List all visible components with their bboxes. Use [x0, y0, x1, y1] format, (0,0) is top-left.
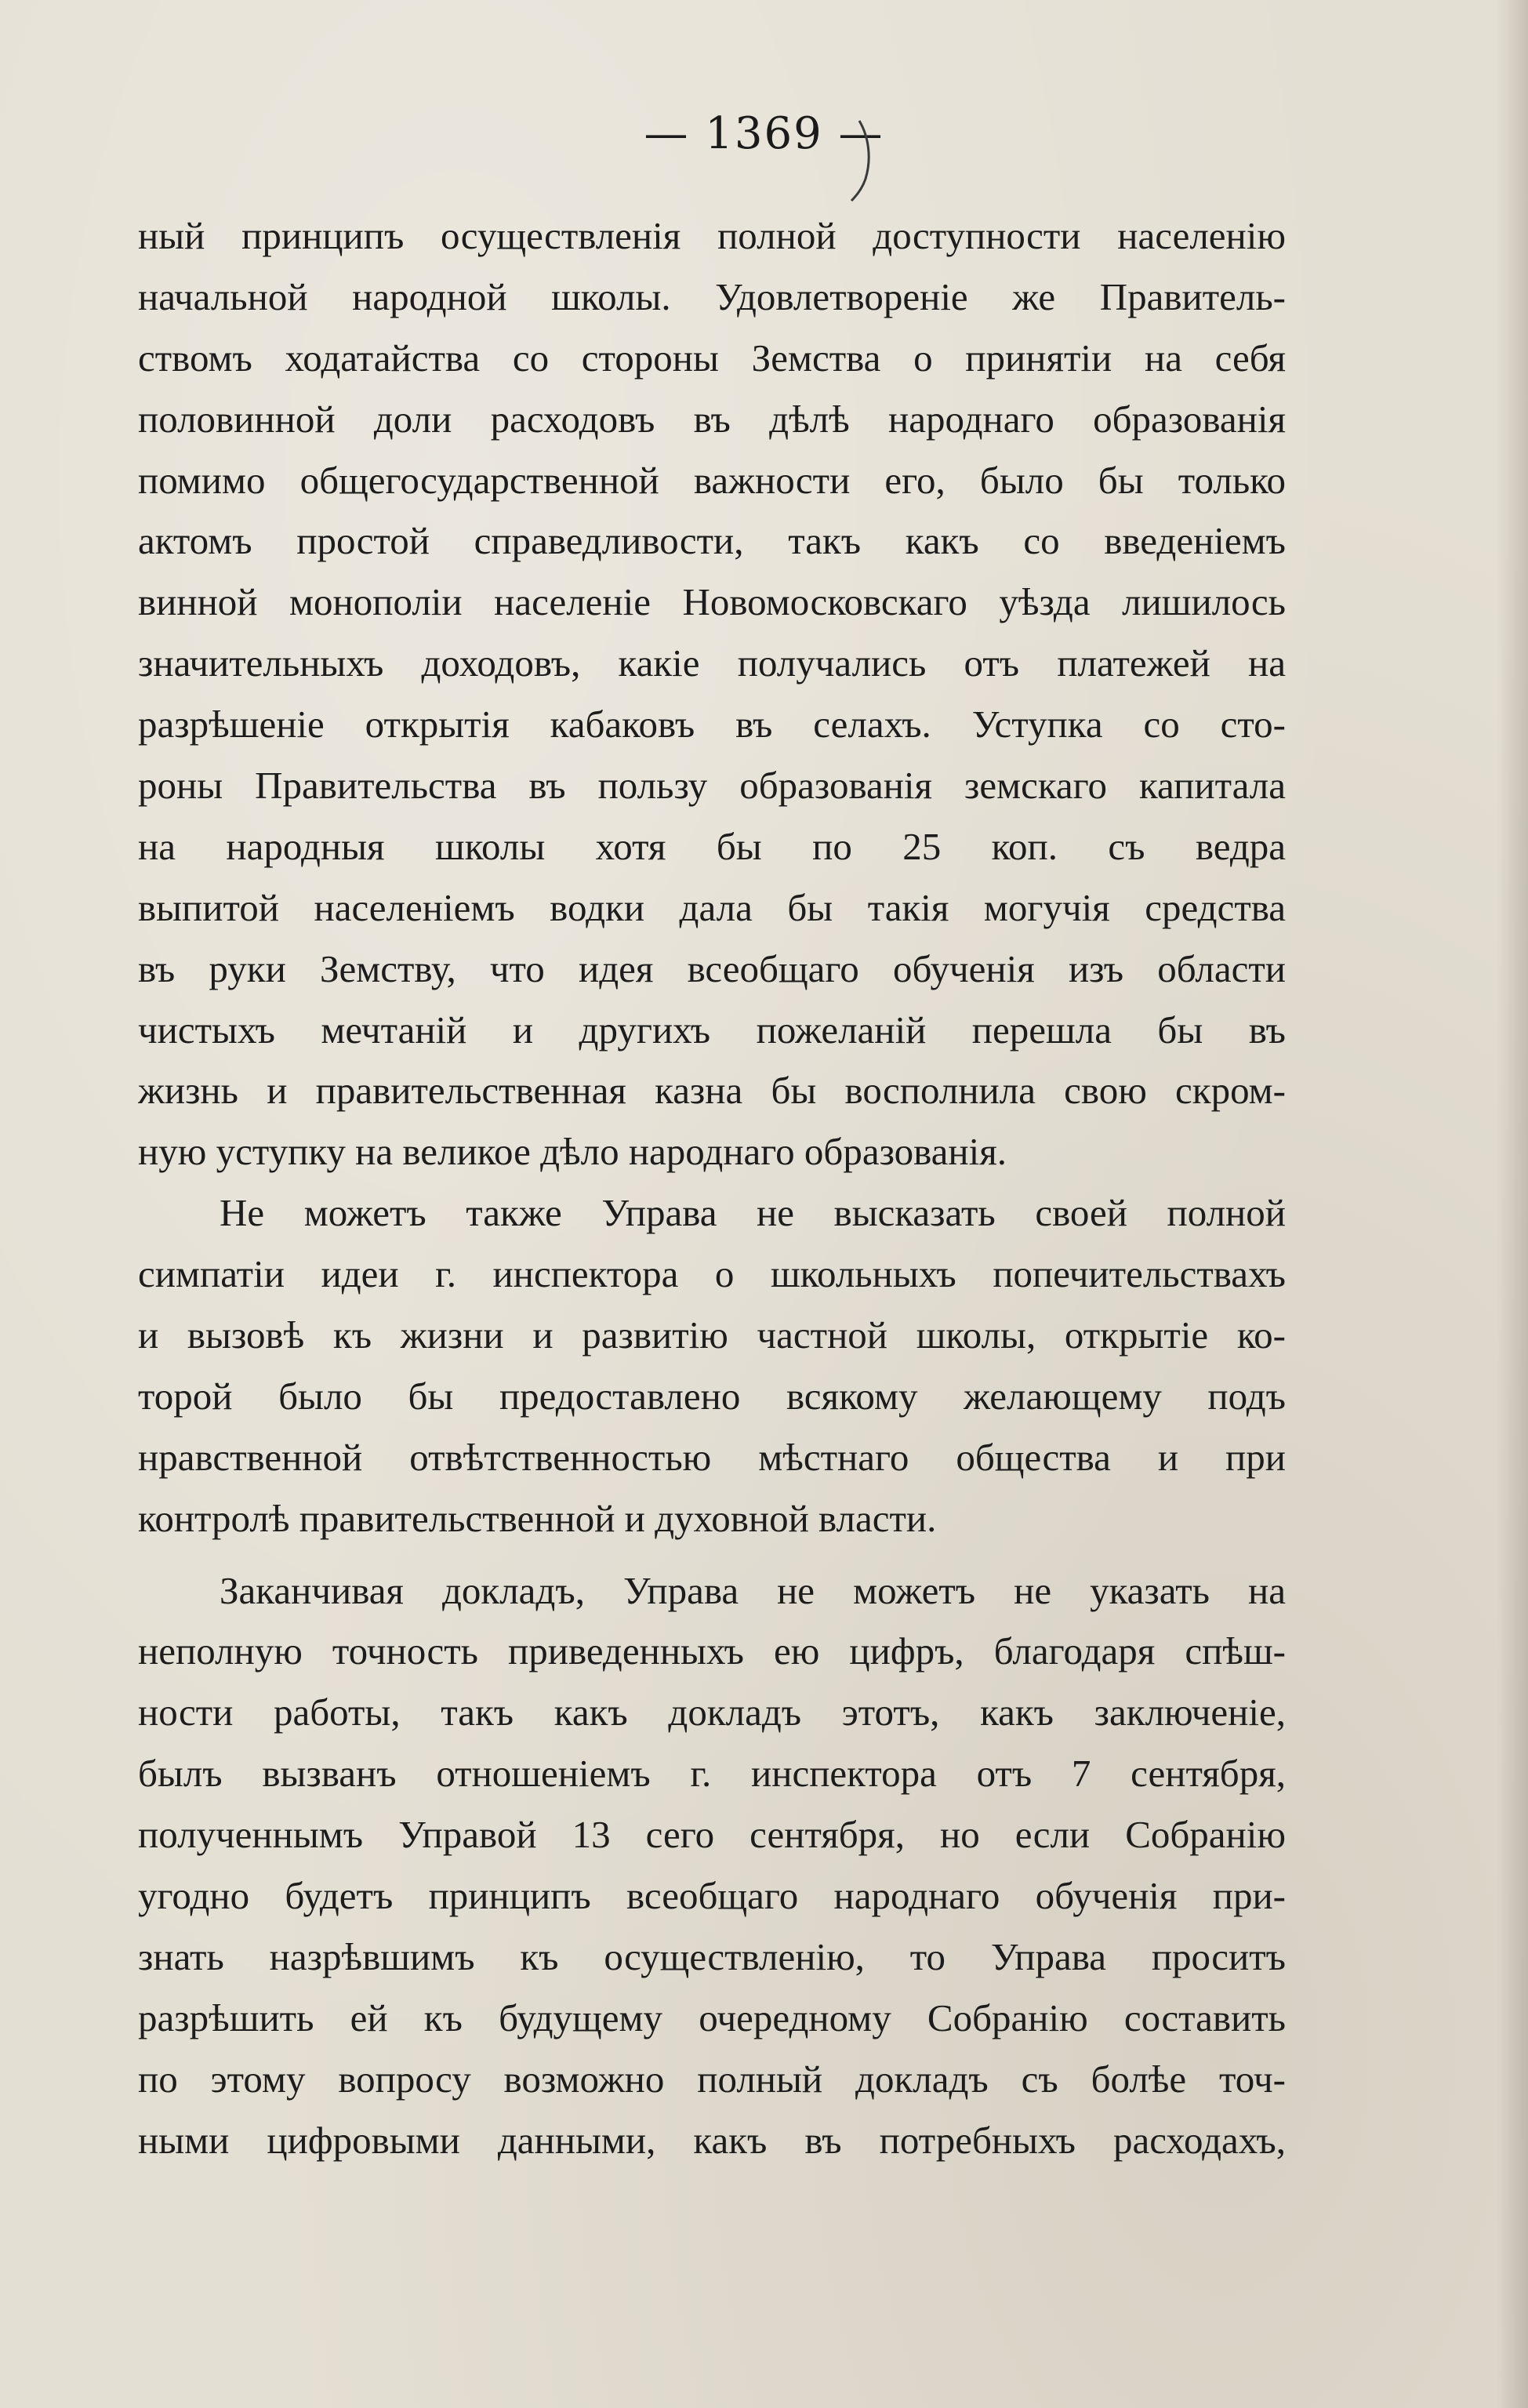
text-line: разрѣшить ей къ будущему очередному Собранію составить: [138, 1996, 1286, 2039]
text-line: ный принципъ осуществленія полной доступности населенію: [138, 214, 1286, 257]
text-line: разрѣшеніе открытія кабаковъ въ селахъ. Уступка со сто-: [138, 703, 1286, 746]
text-line: Заканчивая докладъ, Управа не можетъ не указать на: [220, 1568, 1286, 1612]
text-line: ную уступку на великое дѣло народнаго образованія.: [138, 1130, 1007, 1174]
text-line: помимо общегосударственной важности его, было бы только: [138, 458, 1286, 502]
text-line: въ руки Земству, что идея всеобщаго обученія изъ области: [138, 946, 1286, 990]
text-line: нравственной отвѣтственностью мѣстнаго общества и при: [138, 1435, 1286, 1479]
text-line: половинной доли расходовъ въ дѣлѣ народнаго образованія: [138, 397, 1286, 441]
text-line: выпитой населеніемъ водки дала бы такія могучія средства: [138, 885, 1286, 929]
text-line: угодно будетъ принципъ всеобщаго народнаго обученія при-: [138, 1874, 1286, 1918]
paragraph: [138, 1182, 1286, 1549]
text-line: Не можетъ также Управа не высказать своей полной: [220, 1191, 1286, 1235]
text-line: ности работы, такъ какъ докладъ этотъ, какъ заключеніе,: [138, 1691, 1286, 1734]
text-line: знать назрѣвшимъ къ осуществленію, то Управа проситъ: [138, 1934, 1286, 1978]
paragraph-gap: [138, 1549, 1286, 1560]
paragraph: [138, 205, 1286, 1182]
page-number: — 1369 —: [644, 108, 884, 159]
text-line: жизнь и правительственная казна бы восполнила свою скром-: [138, 1069, 1286, 1113]
text-line: винной монополіи населеніе Новомосковскаго уѣзда лишилось: [138, 580, 1286, 624]
text-line: ствомъ ходатайства со стороны Земства о принятіи на себя: [138, 336, 1286, 380]
body-text: [138, 205, 1286, 2171]
paragraph: [138, 1560, 1286, 2171]
text-line: ными цифровыми данными, какъ въ потребныхъ расходахъ,: [138, 2118, 1286, 2162]
text-line: по этому вопросу возможно полный докладъ съ болѣе точ-: [138, 2057, 1286, 2101]
text-line: актомъ простой справедливости, такъ какъ со введеніемъ: [138, 519, 1286, 563]
pencil-mark: [848, 118, 880, 204]
text-line: на народныя школы хотя бы по 25 коп. съ ведра: [138, 824, 1286, 868]
text-line: неполную точность приведенныхъ ею цифръ, благодаря спѣш-: [138, 1629, 1286, 1673]
text-line: полученнымъ Управой 13 сего сентября, но если Собранію: [138, 1813, 1286, 1857]
text-line: торой было бы предоставлено всякому желающему подъ: [138, 1374, 1286, 1418]
text-line: роны Правительства въ пользу образованія земскаго капитала: [138, 764, 1286, 808]
text-line: симпатіи идеи г. инспектора о школьныхъ попечительствахъ: [138, 1252, 1286, 1296]
text-line: и вызовѣ къ жизни и развитію частной школы, открытіе ко-: [138, 1313, 1286, 1357]
text-line: контролѣ правительственной и духовной власти.: [138, 1496, 937, 1540]
text-line: былъ вызванъ отношеніемъ г. инспектора отъ 7 сентября,: [138, 1752, 1286, 1796]
text-line: начальной народной школы. Удовлетвореніе же Правитель-: [138, 274, 1286, 318]
text-line: значительныхъ доходовъ, какіе получались отъ платежей на: [138, 641, 1286, 685]
text-line: чистыхъ мечтаній и другихъ пожеланій перешла бы въ: [138, 1008, 1286, 1051]
